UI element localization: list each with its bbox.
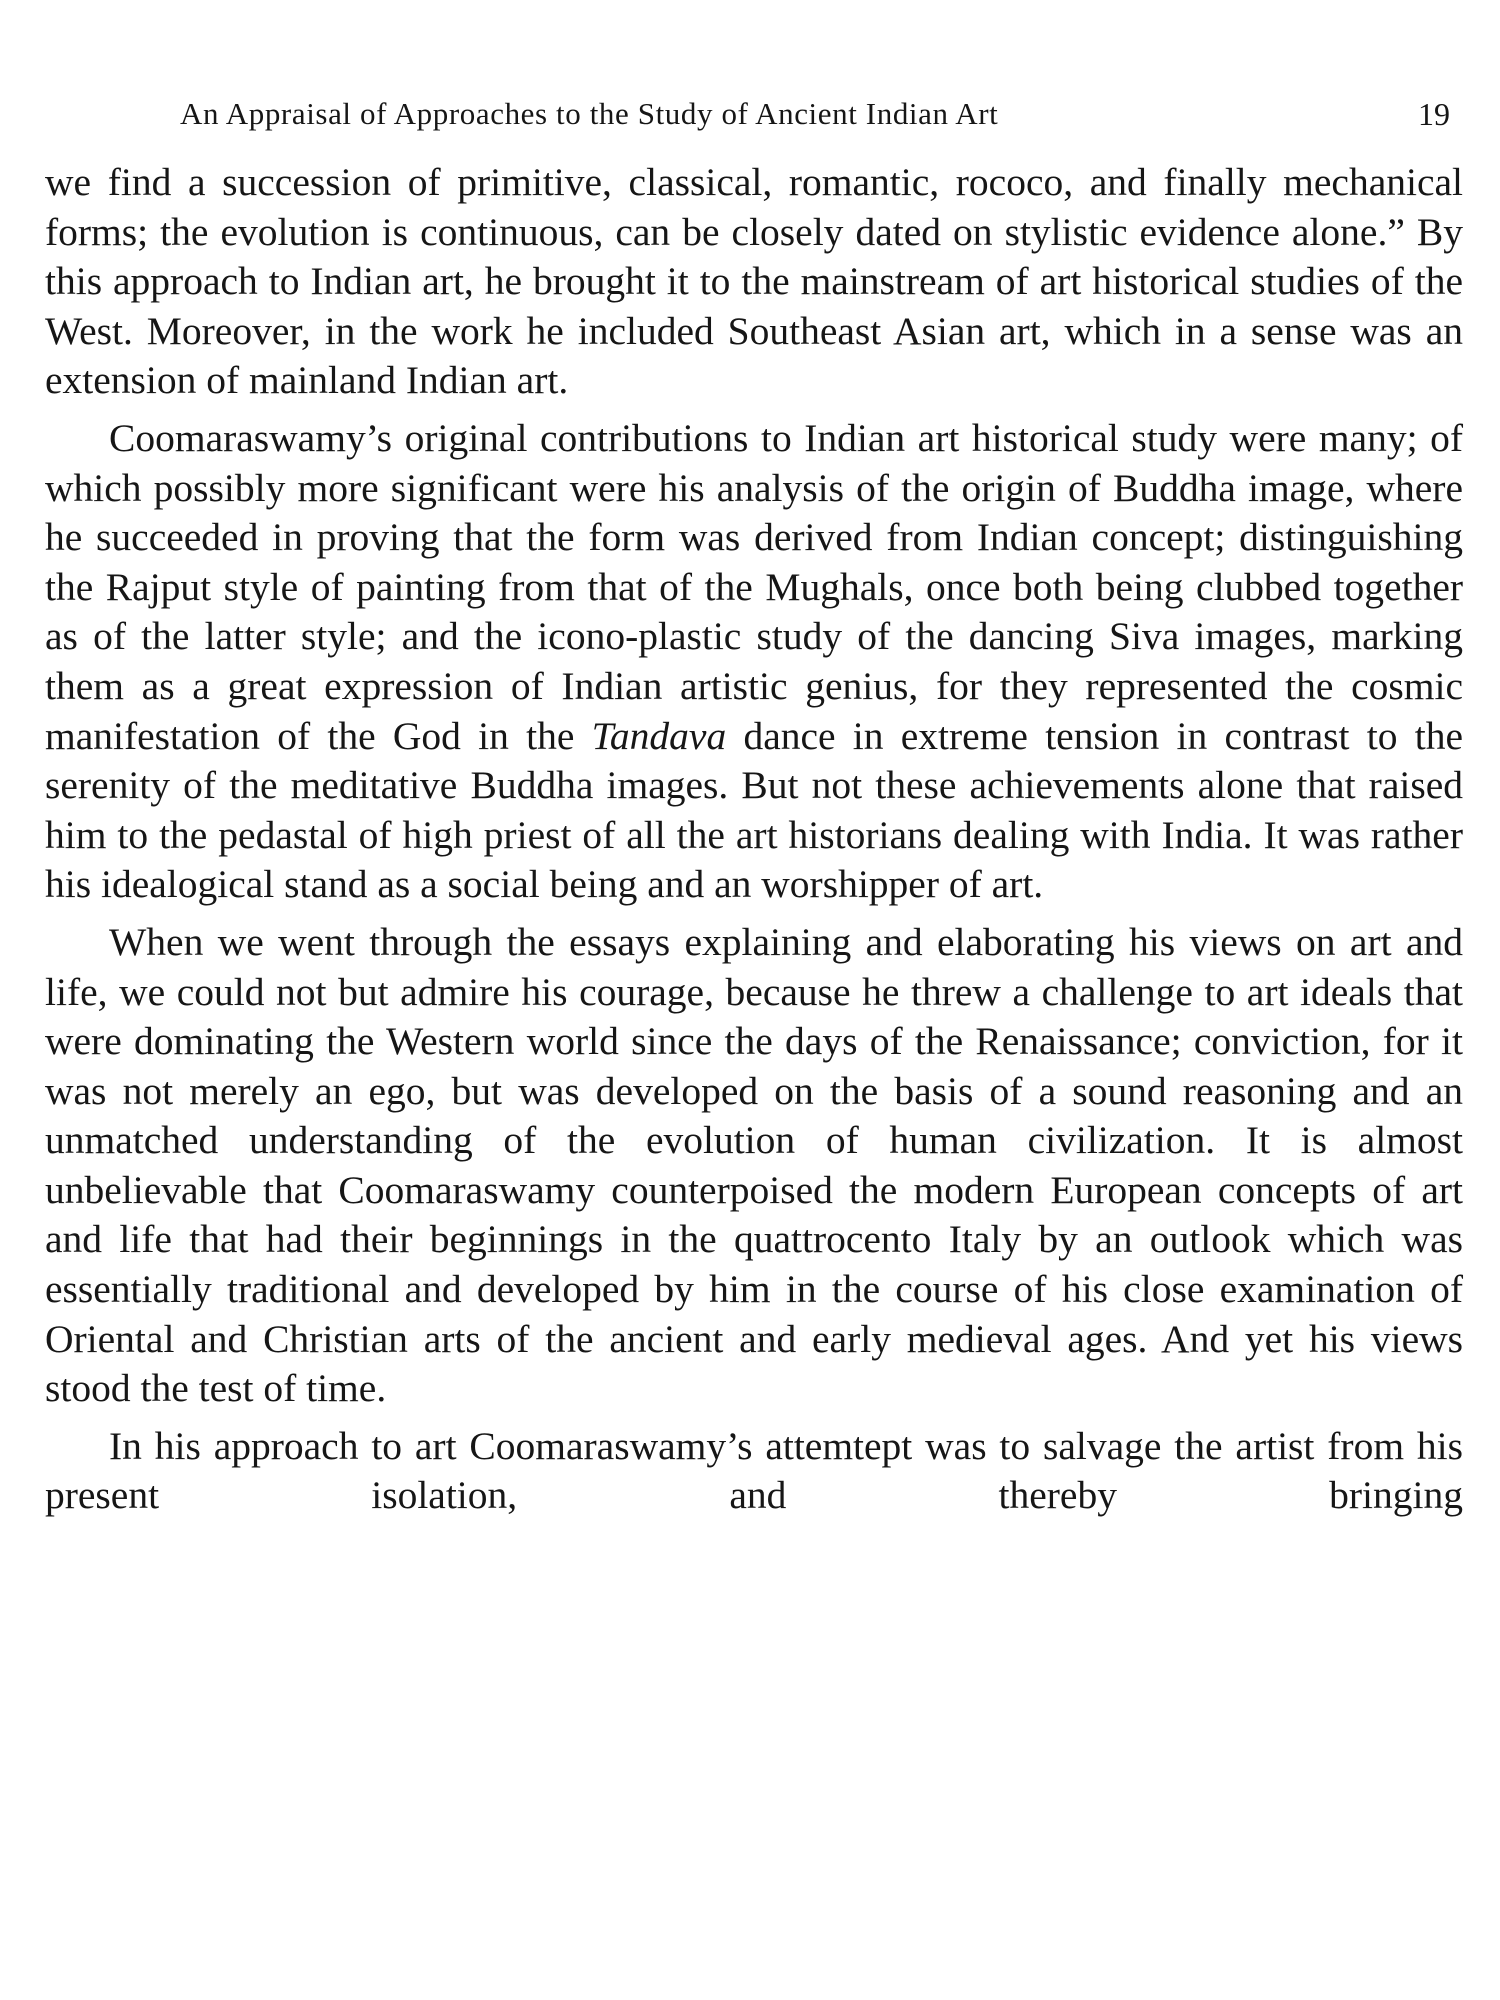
paragraph-text: Coomaraswamy’s original contributions to Indian art historical study were many; of which possibly more significant were his analysis of the origin of Buddha image, where he succeeded in proving that the form was derived from Indian concept; distinguishing the Rajput style of painting from that of the Mughals, once both being clubbed together as of the latter style; and the icono-plastic study of the dancing Siva images, marking them as a great expression of Indian artistic genius, for they represented the cosmic manifestation of the God in the [45,415,1463,758]
running-title: An Appraisal of Approaches to the Study of Ancient Indian Art [180,96,999,131]
paragraph-text: dance in extreme tension in contrast to the serenity of the meditative Buddha images. But not these achievements alone that raised him to the pedastal of high priest of all the art historians dealing with India. It was rather his idealogical stand as a social being and an worshipper of art. [45,713,1463,907]
paragraph-continued: we find a succession of primitive, classical, romantic, rococo, and finally mechanical forms; the evolution is continuous, can be closely dated on stylistic evidence alone.” By this approach to Indian art, he brought it to the mainstream of art historical studies of the West. Moreover, in the work he included Southeast Asian art, which in a sense was an extension of mainland Indian art. [45,160,1463,403]
body-text [45,158,1463,1529]
paragraph-contributions [45,414,1463,910]
page-number: 19 [1418,96,1450,132]
italic-term: Tandava [591,713,727,758]
running-header [180,96,1450,136]
paragraph-essays: When we went through the essays explaining and elaborating his views on art and life, we could not but admire his courage, because he threw a challenge to art ideals that were dominating the Western world since the days of the Renaissance; conviction, for it was not merely an ego, but was developed on the basis of a sound reasoning and an unmatched understanding of the evolution of human civilization. It is almost unbelievable that Coomaraswamy counterpoised the modern European concepts of art and life that had their beginnings in the quattrocento Italy by an outlook which was essentially traditional and developed by him in the course of his close examination of Oriental and Christian arts of the ancient and early medieval ages. And yet his views stood the test of time. [45,919,1463,1411]
paragraph-approach: In his approach to art Coomaraswamy’s attemtept was to salvage the artist from his present isolation, and thereby bringing [45,1423,1463,1518]
